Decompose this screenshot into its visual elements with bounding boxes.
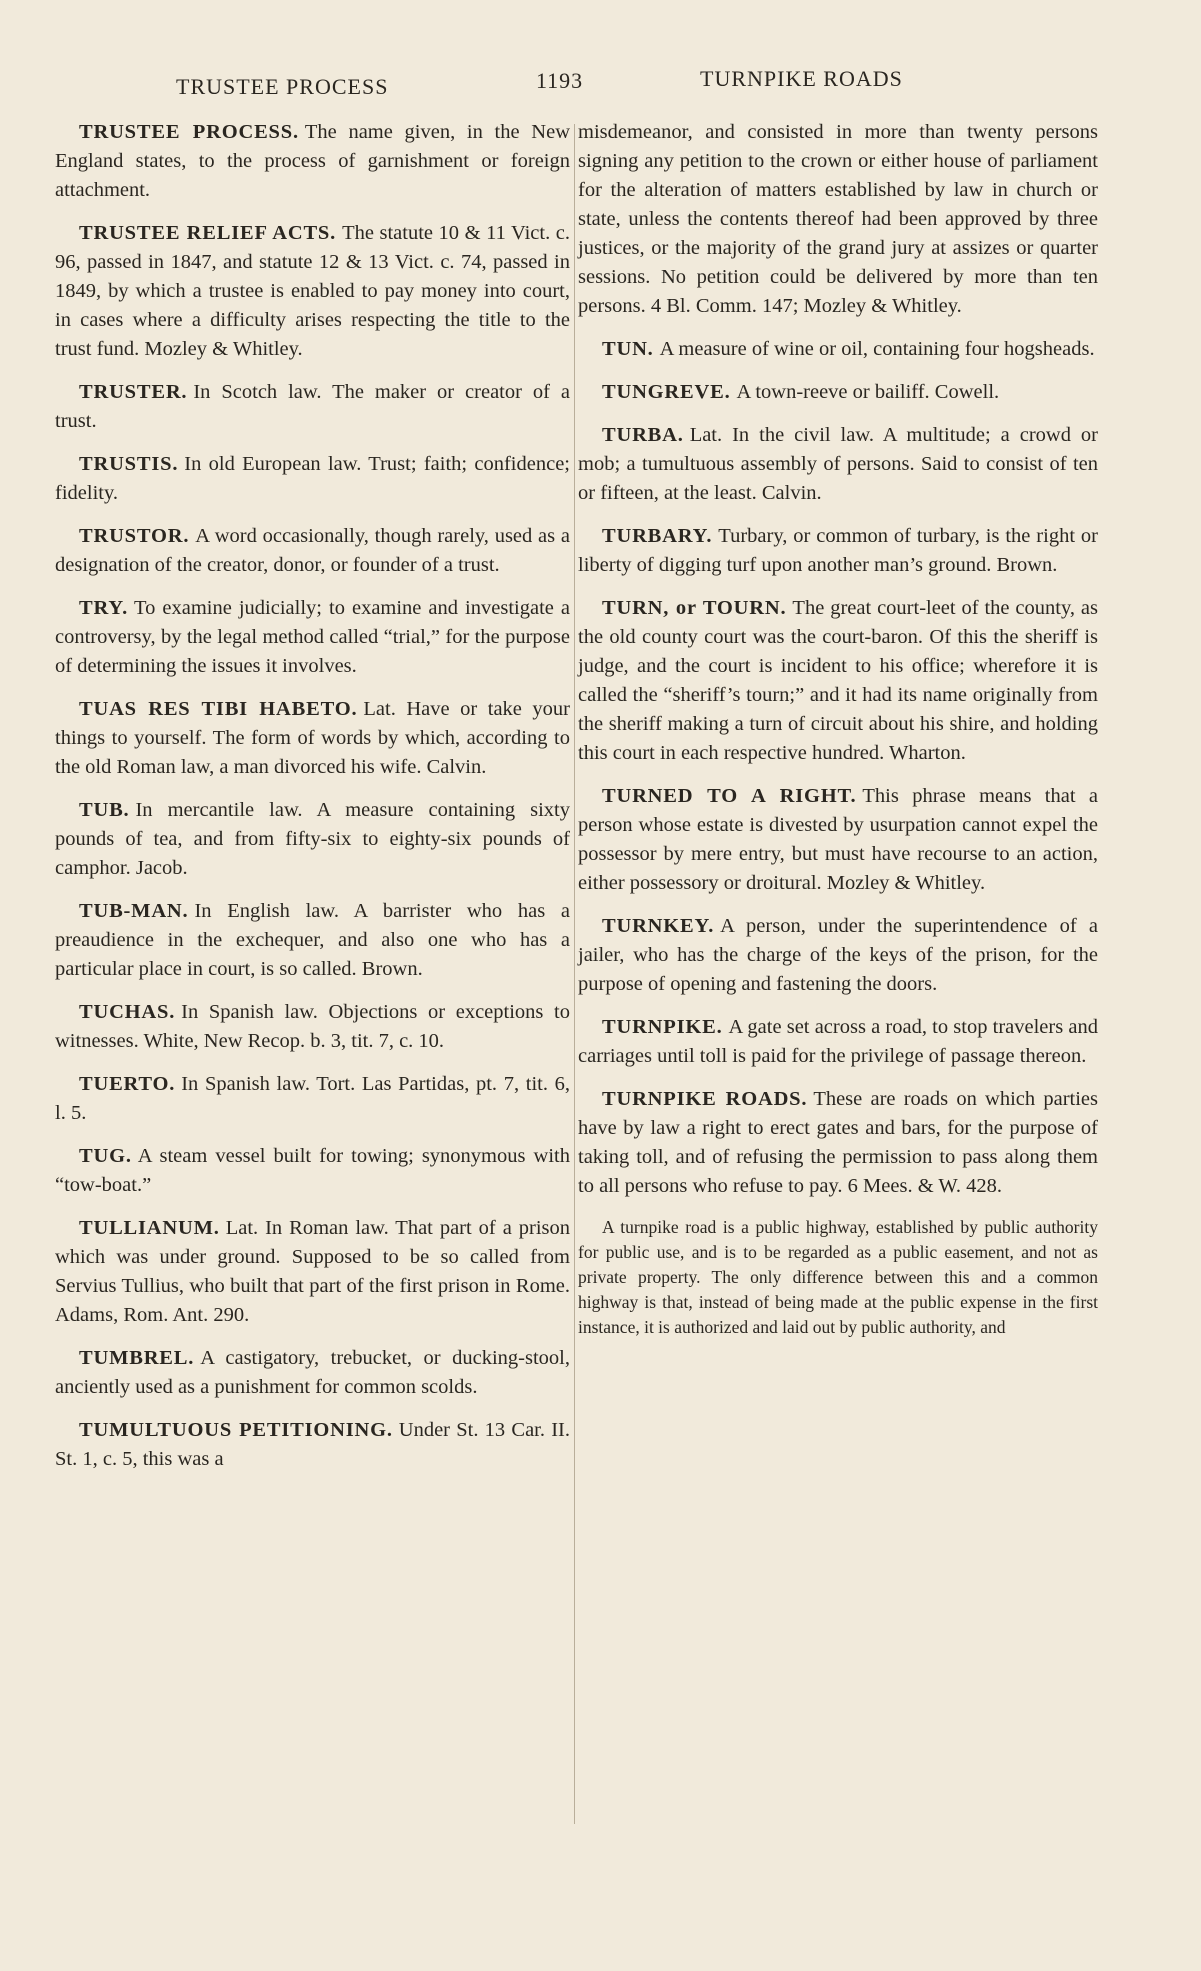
- entry-term: TUERTO.: [79, 1073, 176, 1095]
- entry-text: A measure of wine or oil, containing four hogsheads.: [659, 338, 1095, 360]
- entry-turbary: [578, 522, 1098, 580]
- entry-tub: [55, 796, 570, 883]
- entry-text: A steam vessel built for towing; synonymous with “tow-boat.”: [55, 1145, 570, 1196]
- entry-term: TURBARY.: [602, 525, 713, 547]
- left-column: [55, 118, 570, 1488]
- entry-text: In Spanish law. Tort. Las Partidas, pt. 7, tit. 6, l. 5.: [55, 1073, 570, 1124]
- entry-tub-man: [55, 897, 570, 984]
- entry-trustee-relief-acts: [55, 219, 570, 364]
- entry-term: TURNPIKE ROADS.: [602, 1088, 808, 1110]
- entry-term: TUMBREL.: [79, 1347, 195, 1369]
- entry-term: TUNGREVE.: [602, 381, 731, 403]
- entry-turned-to-a-right: [578, 782, 1098, 898]
- entry-term: TRUSTEE RELIEF ACTS.: [79, 222, 337, 244]
- entry-term: TRUSTOR.: [79, 525, 190, 547]
- entry-tumultuous-petitioning: [55, 1416, 570, 1474]
- entry-truster: [55, 378, 570, 436]
- entry-turnpike-roads: [578, 1085, 1098, 1201]
- entry-tuchas: [55, 998, 570, 1056]
- right-column: [578, 118, 1098, 1340]
- entry-text: The name given, in the New England states, to the process of garnishment or foreign attachment.: [55, 121, 570, 201]
- entry-text: Turbary, or common of turbary, is the right or liberty of digging turf upon another man’s ground. Brown.: [578, 525, 1098, 576]
- entry-text: A word occasionally, though rarely, used as a designation of the creator, donor, or founder of a trust.: [55, 525, 570, 576]
- entry-text: To examine judicially; to examine and investigate a controversy, by the legal method called “trial,” for the purpose of determining the issues it involves.: [55, 597, 570, 677]
- entry-continuation: misdemeanor, and consisted in more than twenty persons signing any petition to the crown or either house of parliament for the alteration of matters established by law in church or state, unless the contents thereof had been approved by three justices, or the majority of the grand jury at assizes or quarter sessions. No petition could be delivered by more than ten persons. 4 Bl. Comm. 147; Mozley & Whitley.: [578, 121, 1098, 317]
- entry-turnpike: [578, 1013, 1098, 1071]
- entry-text: In English law. A barrister who has a preaudience in the exchequer, and also one who has a particular place in court, is so called. Brown.: [55, 900, 570, 980]
- entry-text: A gate set across a road, to stop travelers and carriages until toll is paid for the privilege of passage thereon.: [578, 1016, 1098, 1067]
- entry-term: TUMULTUOUS PETITIONING.: [79, 1419, 393, 1441]
- column-divider: [574, 124, 575, 1824]
- entry-text: In old European law. Trust; faith; confidence; fidelity.: [55, 453, 570, 504]
- entry-text: A town-reeve or bailiff. Cowell.: [736, 381, 1000, 403]
- entry-text: In Scotch law. The maker or creator of a trust.: [55, 381, 570, 432]
- entry-term: TURNED TO A RIGHT.: [602, 785, 857, 807]
- running-head: [0, 62, 1201, 102]
- entry-term: TURNKEY.: [602, 915, 715, 937]
- entry-text: The statute 10 & 11 Vict. c. 96, passed in 1847, and statute 12 & 13 Vict. c. 74, passed in 1849, by which a trustee is enabled to pay money into court, in cases where a difficulty arises respecting the title to the trust fund. Mozley & Whitley.: [55, 222, 570, 360]
- entry-tuas-res-tibi-habeto: [55, 695, 570, 782]
- entry-trustee-process: [55, 118, 570, 205]
- running-head-right: TURNPIKE ROADS: [700, 66, 903, 91]
- entry-text: This phrase means that a person whose estate is divested by usurpation cannot expel the possessor by mere entry, but must have recourse to an action, either possessory or droitural. Mozley & Whitley.: [578, 785, 1098, 894]
- entry-term: TURNPIKE.: [602, 1016, 723, 1038]
- entry-term: TURN, or TOURN.: [602, 597, 787, 619]
- entry-tungreve: [578, 378, 1098, 407]
- page-number: 1193: [536, 68, 584, 93]
- entry-trustis: [55, 450, 570, 508]
- entry-term: TRY.: [79, 597, 129, 619]
- entry-text: A castigatory, trebucket, or ducking-stool, anciently used as a punishment for common scolds.: [55, 1347, 570, 1398]
- entry-tullianum: [55, 1214, 570, 1330]
- entry-text: Lat. In Roman law. That part of a prison which was under ground. Supposed to be so called from Servius Tullius, who built that part of the first prison in Rome. Adams, Rom. Ant. 290.: [55, 1217, 570, 1326]
- entry-term: TRUSTEE PROCESS.: [79, 121, 299, 143]
- entry-text: In Spanish law. Objections or exceptions to witnesses. White, New Recop. b. 3, tit. 7, c. 10.: [55, 1001, 570, 1052]
- entry-term: TUAS RES TIBI HABETO.: [79, 698, 358, 720]
- entry-text: The great court-leet of the county, as the old county court was the court-baron. Of this the sheriff is judge, and the court is incident to his office; wherefore it is called the “sheriff’s tourn;” and it had its name originally from the sheriff making a turn of circuit about his shire, and holding this court in each respective hundred. Wharton.: [578, 597, 1098, 764]
- entry-term: TULLIANUM.: [79, 1217, 220, 1239]
- turnpike-roads-note: A turnpike road is a public highway, established by public authority for public use, and is to be regarded as a public easement, and not as private property. The only difference between this and a common highway is that, instead of being made at the public expense in the first instance, it is authorized and laid out by public authority, and: [578, 1217, 1098, 1337]
- entry-text: Lat. Have or take your things to yourself. The form of words by which, according to the old Roman law, a man divorced his wife. Calvin.: [55, 698, 570, 778]
- running-head-left: TRUSTEE PROCESS: [176, 74, 389, 99]
- entry-text: A person, under the superintendence of a jailer, who has the charge of the keys of the prison, for the purpose of opening and fastening the doors.: [578, 915, 1098, 995]
- entry-term: TRUSTIS.: [79, 453, 179, 475]
- entry-trustor: [55, 522, 570, 580]
- entry-turnkey: [578, 912, 1098, 999]
- entry-term: TUN.: [602, 338, 654, 360]
- entry-tuerto: [55, 1070, 570, 1128]
- entry-term: TURBA.: [602, 424, 684, 446]
- entry-try: [55, 594, 570, 681]
- entry-turn-or-tourn: [578, 594, 1098, 768]
- entry-term: TUB-MAN.: [79, 900, 189, 922]
- entry-text: In mercantile law. A measure containing sixty pounds of tea, and from fifty-six to eighty-six pounds of camphor. Jacob.: [55, 799, 570, 879]
- entry-term: TUB.: [79, 799, 130, 821]
- entry-tug: [55, 1142, 570, 1200]
- entry-text: Under St. 13 Car. II. St. 1, c. 5, this was a: [55, 1419, 570, 1470]
- entry-term: TRUSTER.: [79, 381, 188, 403]
- entry-term: TUCHAS.: [79, 1001, 176, 1023]
- entry-tun: [578, 335, 1098, 364]
- entry-term: TUG.: [79, 1145, 132, 1167]
- entry-text: Lat. In the civil law. A multitude; a crowd or mob; a tumultuous assembly of persons. Said to consist of ten or fifteen, at the least. Calvin.: [578, 424, 1098, 504]
- entry-tumbrel: [55, 1344, 570, 1402]
- entry-text: These are roads on which parties have by law a right to erect gates and bars, for the purpose of taking toll, and of refusing the permission to pass along them to all persons who refuse to pay. 6 Mees. & W. 428.: [578, 1088, 1098, 1197]
- entry-turba: [578, 421, 1098, 508]
